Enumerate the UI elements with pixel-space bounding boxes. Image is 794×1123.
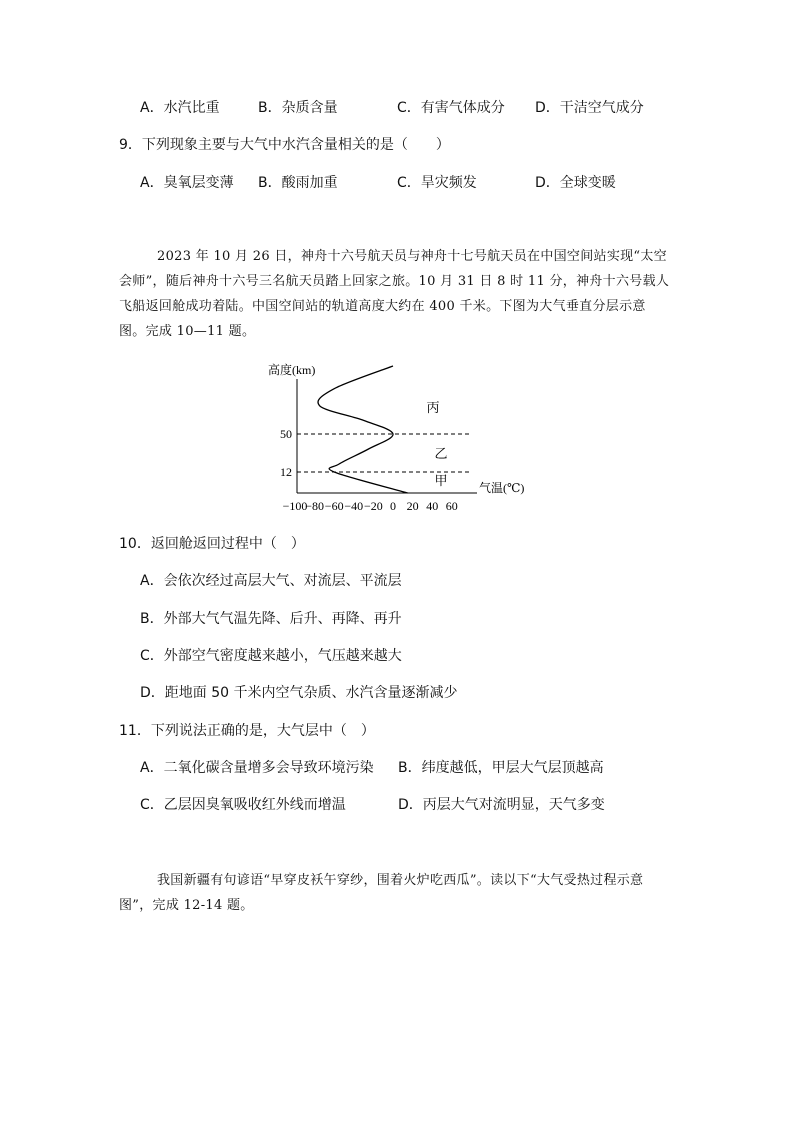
x-tick-label: −80 bbox=[305, 499, 324, 513]
x-tick-label: 60 bbox=[445, 499, 458, 513]
y-axis-label: 高度(km) bbox=[268, 363, 316, 377]
layer-label-yi: 乙 bbox=[434, 446, 448, 461]
q10-option-b: B．外部大气气温先降、后升、再降、再升 bbox=[140, 611, 402, 627]
temperature-curve bbox=[318, 366, 408, 493]
passage1-line-3: 飞船返回舱成功着陆。中国空间站的轨道高度大约在 400 千米。下图为大气垂直分层示意 bbox=[119, 299, 646, 314]
passage-xinjiang bbox=[119, 868, 643, 918]
q8-option-a: A．水汽比重 bbox=[140, 100, 220, 116]
q9-option-c: C．旱灾频发 bbox=[397, 175, 477, 191]
x-tick-label: −20 bbox=[364, 499, 383, 513]
q10-stem: 10．返回舱返回过程中（ ） bbox=[119, 536, 305, 552]
q11-stem: 11．下列说法正确的是，大气层中（ ） bbox=[119, 723, 375, 739]
x-tick-label: −60 bbox=[324, 499, 344, 513]
q10-option-d: D．距地面 50 千米内空气杂质、水汽含量逐渐减少 bbox=[140, 685, 458, 701]
passage2-line-1: 我国新疆有句谚语“早穿皮袄午穿纱，围着火炉吃西瓜”。读以下“大气受热过程示意 bbox=[157, 873, 644, 888]
q8-option-d: D．干洁空气成分 bbox=[535, 100, 644, 116]
q8-option-c: C．有害气体成分 bbox=[397, 100, 505, 116]
q10-option-c: C．外部空气密度越来越小，气压越来越大 bbox=[140, 648, 402, 664]
x-tick-label: −100 bbox=[282, 499, 308, 513]
q9-option-d: D．全球变暖 bbox=[535, 175, 616, 191]
y-tick-50: 50 bbox=[280, 427, 292, 441]
x-tick-label: 20 bbox=[406, 499, 419, 513]
x-tick-labels bbox=[283, 499, 458, 513]
x-tick-label: −40 bbox=[344, 499, 364, 513]
passage1-line-1: 2023 年 10 月 26 日，神舟十六号航天员与神舟十七号航天员在中国空间站实现“太空 bbox=[157, 249, 667, 264]
passage1-line-2: 会师”，随后神舟十六号三名航天员踏上回家之旅。10 月 31 日 8 时 11 分，神舟十六号载人 bbox=[119, 274, 670, 289]
q11-option-b: B．纬度越低，甲层大气层顶越高 bbox=[398, 760, 604, 776]
y-tick-12: 12 bbox=[280, 465, 292, 479]
passage2-line-2: 图”，完成 12-14 题。 bbox=[119, 898, 254, 913]
q9-option-b: B．酸雨加重 bbox=[258, 175, 338, 191]
q11-option-c: C．乙层因臭氧吸收红外线而增温 bbox=[140, 797, 346, 813]
x-axis-label: 气温(℃) bbox=[479, 481, 525, 495]
q11-option-d: D．丙层大气对流明显，天气多变 bbox=[398, 797, 605, 813]
layer-label-jia: 甲 bbox=[434, 473, 448, 488]
passage-space-station bbox=[119, 244, 669, 344]
passage1-line-4: 图。完成 10—11 题。 bbox=[119, 324, 256, 339]
q8-option-b: B．杂质含量 bbox=[258, 100, 338, 116]
q11-option-a: A．二氧化碳含量增多会导致环境污染 bbox=[140, 760, 374, 776]
q9-option-a: A．臭氧层变薄 bbox=[140, 175, 234, 191]
atmosphere-layer-chart bbox=[255, 355, 545, 520]
x-tick-label: 40 bbox=[426, 499, 439, 513]
layer-label-bing: 丙 bbox=[426, 400, 440, 415]
q9-stem: 9．下列现象主要与大气中水汽含量相关的是（ ） bbox=[119, 137, 450, 153]
x-tick-label: 0 bbox=[390, 499, 396, 513]
q10-option-a: A．会依次经过高层大气、对流层、平流层 bbox=[140, 573, 402, 589]
